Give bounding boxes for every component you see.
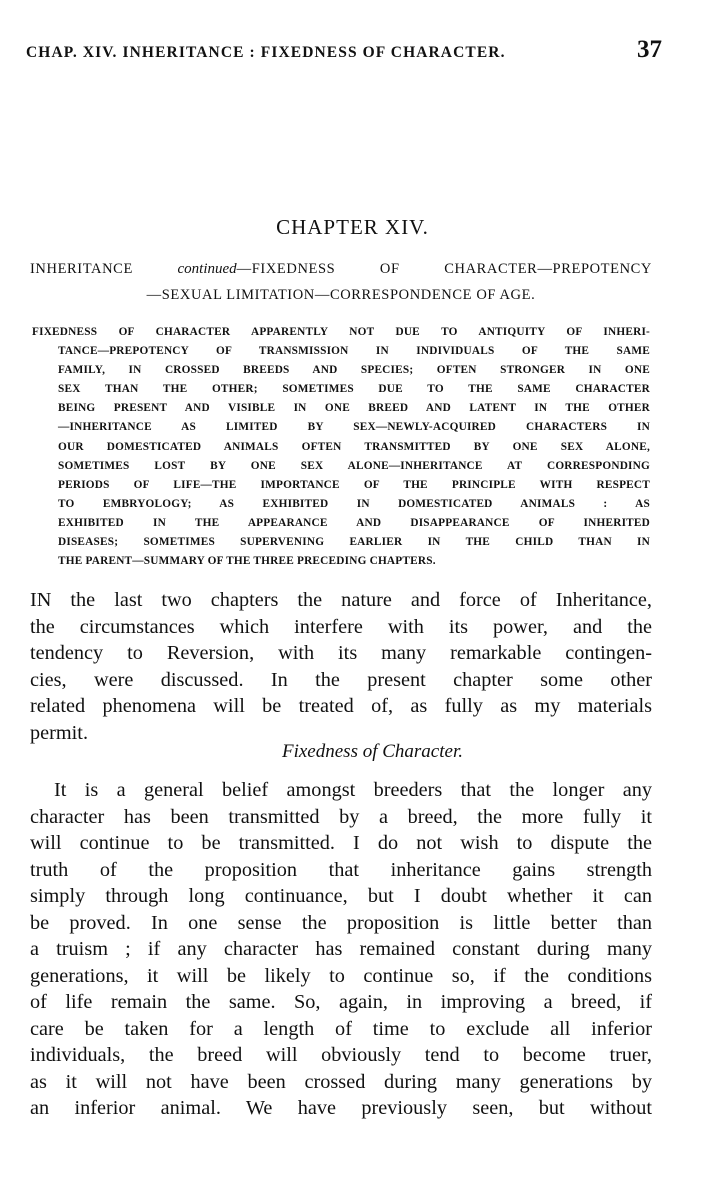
synopsis-line: BEING PRESENT AND VISIBLE IN ONE BREED AND LATENT IN THE OTHER: [58, 402, 650, 415]
text-line: as it will not have been crossed during many generations by: [30, 1070, 652, 1093]
text-line: character has been transmitted by a breed, the more fully it: [30, 805, 652, 828]
chapter-title: CHAPTER XIV.: [276, 215, 429, 239]
synopsis-line: FIXEDNESS OF CHARACTER APPARENTLY NOT DUE TO ANTIQUITY OF INHERI-: [32, 326, 650, 338]
running-head-title: CHAP. XIV. INHERITANCE : FIXEDNESS OF CHARACTER.: [26, 44, 506, 61]
text-line: the circumstances which interfere with its power, and the: [30, 615, 652, 638]
subtitle-part-c: —FIXEDNESS OF CHARACTER—PREPOTENCY: [236, 261, 653, 277]
text-line: It is a general belief amongst breeders that the longer any: [54, 779, 652, 801]
chapter-synopsis: [32, 323, 650, 571]
text-line: permit.: [30, 721, 89, 744]
synopsis-line: —INHERITANCE AS LIMITED BY SEX—NEWLY-ACQUIRED CHARACTERS IN: [58, 421, 650, 434]
synopsis-line: FAMILY, IN CROSSED BREEDS AND SPECIES; OFTEN STRONGER IN ONE: [58, 364, 650, 377]
text-line: cies, were discussed. In the present chapter some other: [30, 668, 652, 691]
text-line: tendency to Reversion, with its many remarkable contingen-: [30, 642, 652, 664]
page-number: 37: [637, 36, 662, 63]
chapter-subtitle-line-2: —SEXUAL LIMITATION—CORRESPONDENCE OF AGE.: [146, 287, 536, 303]
synopsis-line: TO EMBRYOLOGY; AS EXHIBITED IN DOMESTICATED ANIMALS : AS: [58, 497, 650, 510]
text-line: simply through long continuance, but I doubt whether it can: [30, 885, 652, 907]
synopsis-line: OUR DOMESTICATED ANIMALS OFTEN TRANSMITTED BY ONE SEX ALONE,: [58, 440, 650, 453]
text-line: generations, it will be likely to continue so, if the conditions: [30, 964, 652, 987]
subtitle-part-b: continued: [177, 261, 237, 277]
text-line: of life remain the same. So, again, in improving a breed, if: [30, 991, 652, 1013]
text-line: an inferior animal. We have previously seen, but without: [30, 1097, 652, 1119]
paragraph-introduction: [30, 587, 652, 746]
running-head: [26, 36, 662, 70]
text-line: truth of the proposition that inheritance gains strength: [30, 858, 652, 881]
paragraph-fixedness: [30, 777, 652, 1122]
text-line: be proved. In one sense the proposition is little better than: [30, 911, 652, 934]
text-line: care be taken for a length of time to exclude all inferior: [30, 1017, 652, 1040]
synopsis-line: PERIODS OF LIFE—THE IMPORTANCE OF THE PRINCIPLE WITH RESPECT: [58, 478, 650, 491]
synopsis-line: EXHIBITED IN THE APPEARANCE AND DISAPPEARANCE OF INHERITED: [58, 516, 650, 529]
synopsis-line: TANCE—PREPOTENCY OF TRANSMISSION IN INDIVIDUALS OF THE SAME: [58, 345, 650, 358]
text-line: will continue to be transmitted. I do not wish to dispute the: [30, 832, 652, 854]
synopsis-line: THE PARENT—SUMMARY OF THE THREE PRECEDING CHAPTERS.: [58, 555, 436, 568]
text-line: related phenomena will be treated of, as fully as my materials: [30, 695, 652, 717]
synopsis-line: SEX THAN THE OTHER; SOMETIMES DUE TO THE SAME CHARACTER: [58, 383, 650, 396]
text-line: a truism ; if any character has remained constant during many: [30, 938, 652, 960]
text-line: individuals, the breed will obviously tend to become truer,: [30, 1044, 652, 1066]
text-line: IN the last two chapters the nature and force of Inheritance,: [30, 589, 652, 611]
synopsis-line: SOMETIMES LOST BY ONE SEX ALONE—INHERITANCE AT CORRESPONDING: [58, 459, 650, 472]
chapter-subtitle-line-1: [30, 261, 652, 278]
subtitle-part-a: INHERITANCE: [30, 261, 178, 277]
synopsis-line: DISEASES; SOMETIMES SUPERVENING EARLIER IN THE CHILD THAN IN: [58, 536, 650, 549]
section-heading: Fixedness of Character.: [281, 741, 463, 762]
